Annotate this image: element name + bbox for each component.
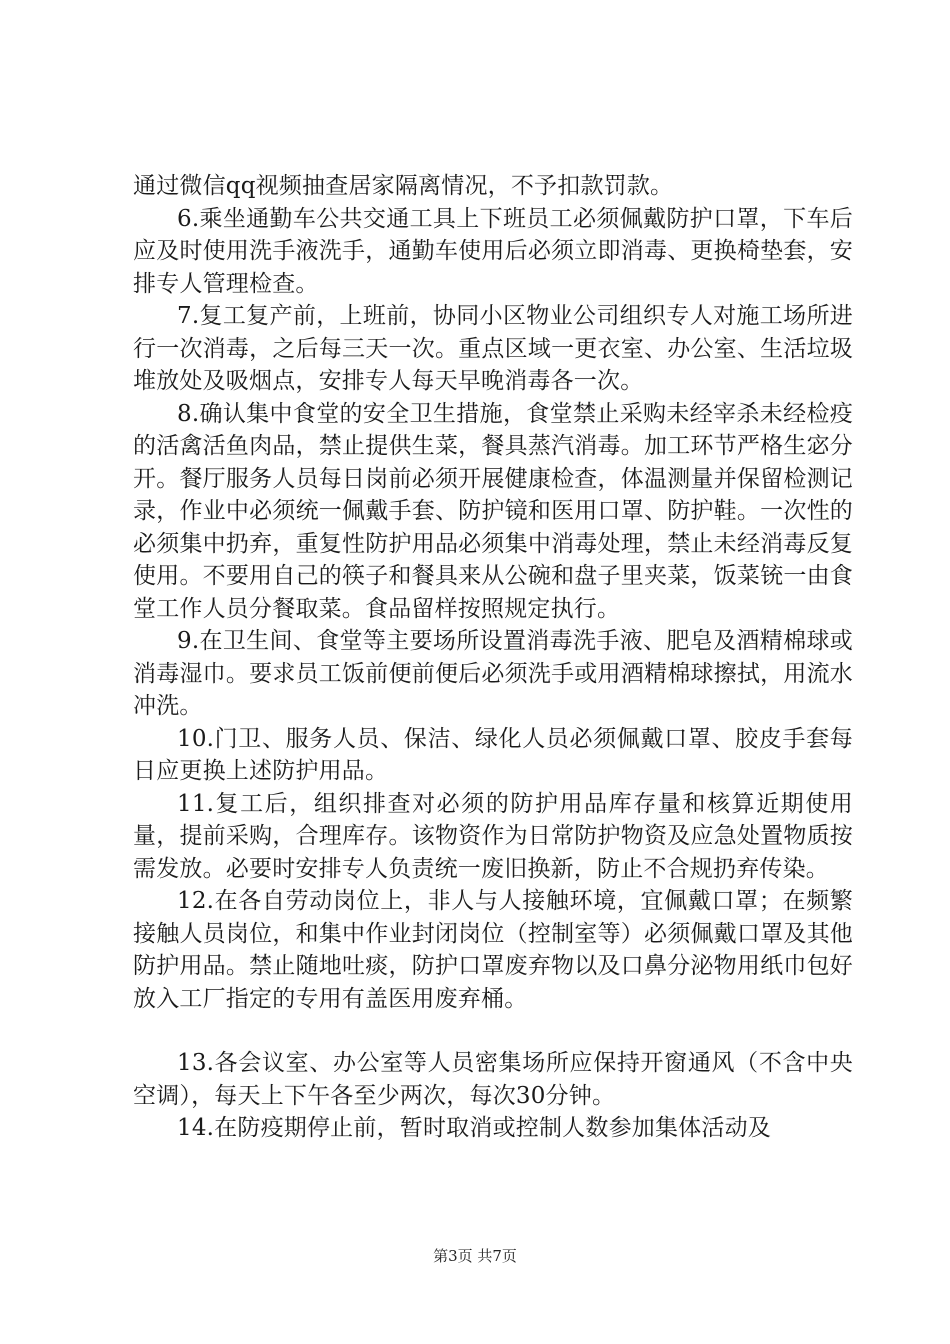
paragraph-item-11: 11.复工后，组织排查对必须的防护用品库存量和核算近期使用量，提前采购，合理库存。该物资作为日常防护物资及应急处置物质按需发放。必要时安排专人负责统一废旧换新，防止不合规扔弃传染。: [133, 790, 853, 882]
page-number-footer: 第3页 共7页: [433, 1247, 517, 1265]
paragraph-item-10: 10.门卫、服务人员、保洁、绿化人员必须佩戴口罩、胶皮手套每日应更换上述防护用品。: [133, 725, 853, 784]
paragraph-item-13: 13.各会议室、办公室等人员密集场所应保持开窗通风（不含中央空调），每天上下午各至少两次，每次30分钟。: [133, 1050, 853, 1109]
paragraph-item-14: 14.在防疫期停止前，暂时取消或控制人数参加集体活动及: [177, 1115, 771, 1141]
paragraph-item-7: 7.复工复产前，上班前，协同小区物业公司组织专人对施工场所进行一次消毒，之后每三天一次。重点区域一更衣室、办公室、生活垃圾堆放处及吸烟点，安排专人每天早晚消毒各一次。: [133, 303, 853, 394]
paragraph-item-12: 12.在各自劳动岗位上，非人与人接触环境，宜佩戴口罩；在频繁接触人员岗位，和集中作业封闭岗位（控制室等）必须佩戴口罩及其他防护用品。禁止随地吐痰，防护口罩废弃物以及口鼻分泌物用纸巾包好放入工厂指定的专用有盖医用废弃桶。: [133, 888, 853, 1012]
paragraph-continuation: 通过微信qq视频抽查居家隔离情况，不予扣款罚款。: [133, 173, 674, 199]
paragraph-item-8: 8.确认集中食堂的安全卫生措施，食堂禁止采购未经宰杀未经检疫的活禽活鱼肉品，禁止提供生菜，餐具蒸汽消毒。加工环节严格生宓分开。餐厅服务人员每日岗前必须开展健康检查，体温测量并保留检测记录，作业中必须统一佩戴手套、防护镜和医用口罩、防护鞋。一次性的必须集中扔弃，重复性防护用品必须集中消毒处理，禁止未经消毒反复使用。不要用自己的筷子和餐具来从公碗和盘子里夹菜，饭菜铳一由食堂工作人员分餐取菜。食品留样按照规定执行。: [133, 400, 853, 622]
document-body: [133, 170, 853, 1145]
paragraph-item-6: 6.乘坐通勤车公共交通工具上下班员工必须佩戴防护口罩，下车后应及时使用洗手液洗手，通勤车使用后必须立即消毒、更换椅垫套，安排专人管理检查。: [133, 205, 853, 297]
paragraph-item-9: 9.在卫生间、食堂等主要场所设置消毒洗手液、肥皂及酒精棉球或消毒湿巾。要求员工饭前便前便后必须洗手或用酒精棉球擦拭，用流水冲洗。: [133, 628, 853, 719]
